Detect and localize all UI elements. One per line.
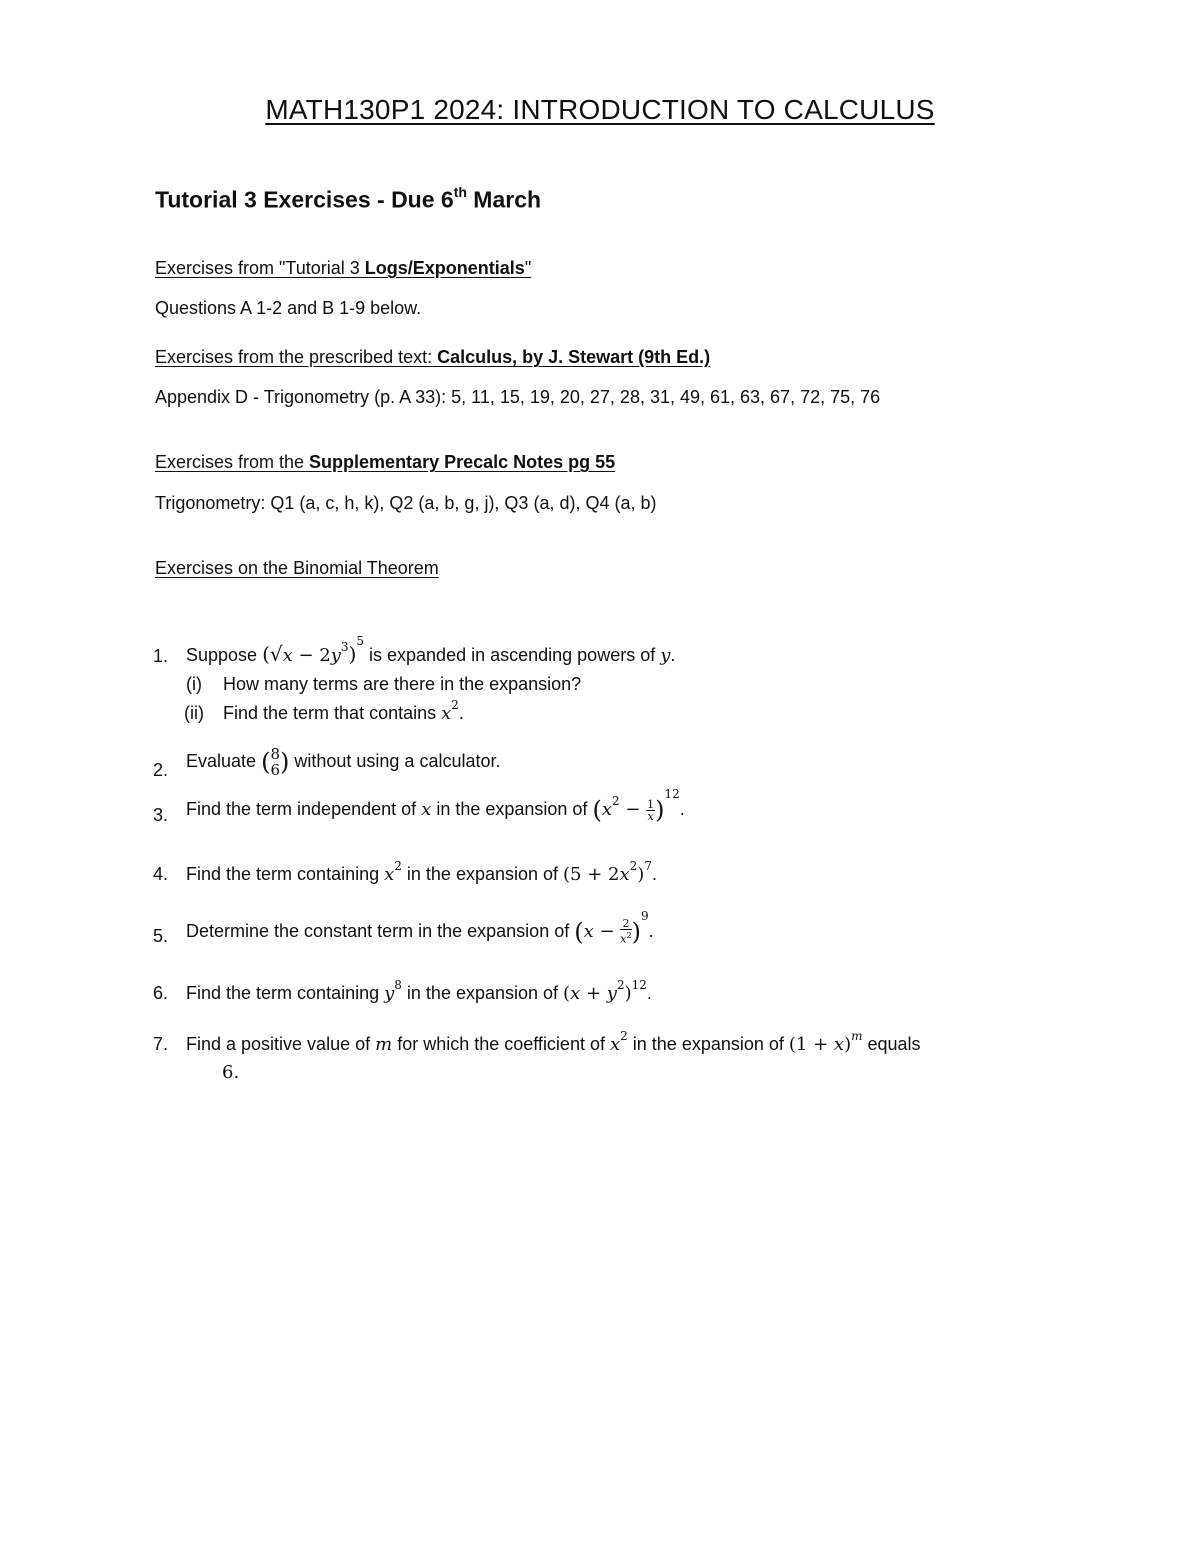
question-1-text: Suppose $(√x - 2y^3)^5$ is expanded in ascending powers of y. xyxy=(186,634,676,666)
question-7-continuation: 6. xyxy=(222,1062,240,1083)
section-tutorial-heading: Exercises from "Tutorial 3 Logs/Exponentials" xyxy=(155,258,532,278)
question-1-i-text: How many terms are there in the expansion? xyxy=(223,674,582,694)
question-5-text: Determine the constant term in the expansion of (x − $\frac{2}{x^2}$ )$^9$. xyxy=(186,908,654,946)
question-1-ii-number: (ii) xyxy=(184,703,204,723)
section-binomial-heading: Exercises on the Binomial Theorem xyxy=(155,558,439,578)
section-textbook-heading: Exercises from the prescribed text: Calculus, by J. Stewart (9th Ed.) xyxy=(155,347,711,367)
question-7-number: 7. xyxy=(153,1034,169,1054)
question-2-number: 2. xyxy=(153,760,169,780)
question-2-text: Evaluate ( 8 6 ) without using a calculator. xyxy=(186,745,501,779)
tutorial-heading: Tutorial 3 Exercises - Due 6th March xyxy=(155,184,542,213)
question-4-number: 4. xyxy=(153,864,169,884)
question-6-number: 6. xyxy=(153,983,169,1003)
question-4-text: Find the term containing $x^2$ in the expansion of $(5 + 2x^2)^7$. xyxy=(186,859,657,885)
document-title: MATH130P1 2024: INTRODUCTION TO CALCULUS xyxy=(265,94,935,125)
question-1-ii-text: Find the term that contains $x^2$. xyxy=(223,698,464,724)
question-1-i-number: (i) xyxy=(186,674,202,694)
section-tutorial-text: Questions A 1-2 and B 1-9 below. xyxy=(155,298,422,318)
question-7-text: Find a positive value of m for which the coefficient of $x^2$ in the expansion of $(1 + x)^m$ equals xyxy=(186,1029,921,1055)
question-3-number: 3. xyxy=(153,805,169,825)
question-6-text: Find the term containing $y^8$ in the expansion of $(x + y^2)^{12}$. xyxy=(186,978,652,1004)
question-3-text: Find the term independent of x in the expansion of ($x^2$ − $\frac{1}{x}$ )$^{12}$. xyxy=(186,786,685,824)
section-textbook-text: Appendix D - Trigonometry (p. A 33): 5, 11, 15, 19, 20, 27, 28, 31, 49, 61, 63, 67, 72, 75, 76 xyxy=(155,387,881,407)
question-1-number: 1. xyxy=(153,646,169,666)
section-precalc-heading: Exercises from the Supplementary Precalc Notes pg 55 xyxy=(155,452,616,472)
section-precalc-text: Trigonometry: Q1 (a, c, h, k), Q2 (a, b, g, j), Q3 (a, d), Q4 (a, b) xyxy=(155,493,657,513)
question-5-number: 5. xyxy=(153,926,169,946)
